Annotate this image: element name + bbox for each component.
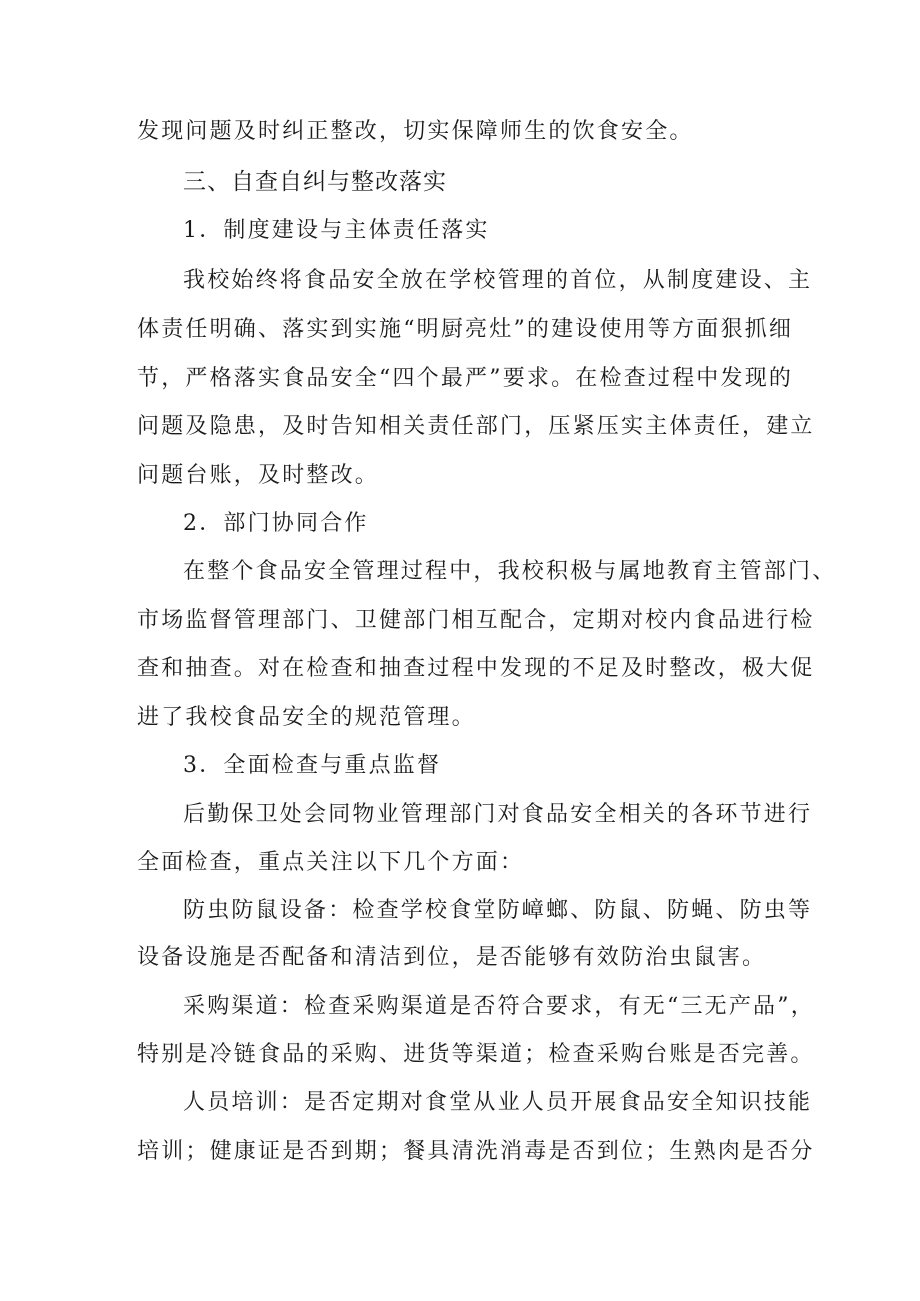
paragraph-line: 问题台账，及时整改。 <box>137 463 380 488</box>
subsection-heading: 3．全面检查与重点监督 <box>183 753 442 778</box>
paragraph-line: 体责任明确、落实到实施“明厨亮灶”的建设使用等方面狠抓细 <box>137 317 794 342</box>
paragraph-line: 进了我校食品安全的规范管理。 <box>137 705 476 730</box>
paragraph-line: 防虫防鼠设备：检查学校食堂防嶂螂、防鼠、防蝇、防虫等 <box>183 898 813 923</box>
paragraph-line: 设备设施是否配备和清洁到位，是否能够有效防治虫鼠害。 <box>137 945 767 970</box>
paragraph-line: 采购渠道：检查采购渠道是否符合要求，有无“三无产品”， <box>183 994 815 1019</box>
paragraph-line: 市场监督管理部门、卫健部门相互配合，定期对校内食品进行检 <box>137 608 815 633</box>
subsection-heading: 1．制度建设与主体责任落实 <box>183 218 490 243</box>
paragraph-line: 后勤保卫处会同物业管理部门对食品安全相关的各环节进行 <box>183 802 813 827</box>
paragraph-line: 特别是冷链食品的采购、进货等渠道；检查采购台账是否完善。 <box>137 1042 815 1067</box>
paragraph-line: 发现问题及时纠正整改，切实保障师生的饮食安全。 <box>137 119 694 144</box>
paragraph-line: 培训；健康证是否到期；餐具清洗消毒是否到位；生熟肉是否分 <box>137 1139 815 1164</box>
paragraph-line: 全面检查，重点关注以下几个方面： <box>137 850 525 875</box>
paragraph-line: 在整个食品安全管理过程中，我校积极与属地教育主管部门、 <box>183 559 837 584</box>
paragraph-line: 问题及隐患，及时告知相关责任部门，压紧压实主体责任，建立 <box>137 414 815 439</box>
paragraph-line: 我校始终将食品安全放在学校管理的首位，从制度建设、主 <box>183 268 813 293</box>
section-heading: 三、自查自纠与整改落实 <box>183 169 447 195</box>
paragraph-line: 节，严格落实食品安全“四个最严”要求。在检查过程中发现的 <box>137 366 794 391</box>
subsection-heading: 2．部门协同合作 <box>183 511 369 536</box>
paragraph-line: 查和抽查。对在检查和抽查过程中发现的不足及时整改，极大促 <box>137 656 815 681</box>
paragraph-line: 人员培训：是否定期对食堂从业人员开展食品安全知识技能 <box>183 1090 813 1115</box>
